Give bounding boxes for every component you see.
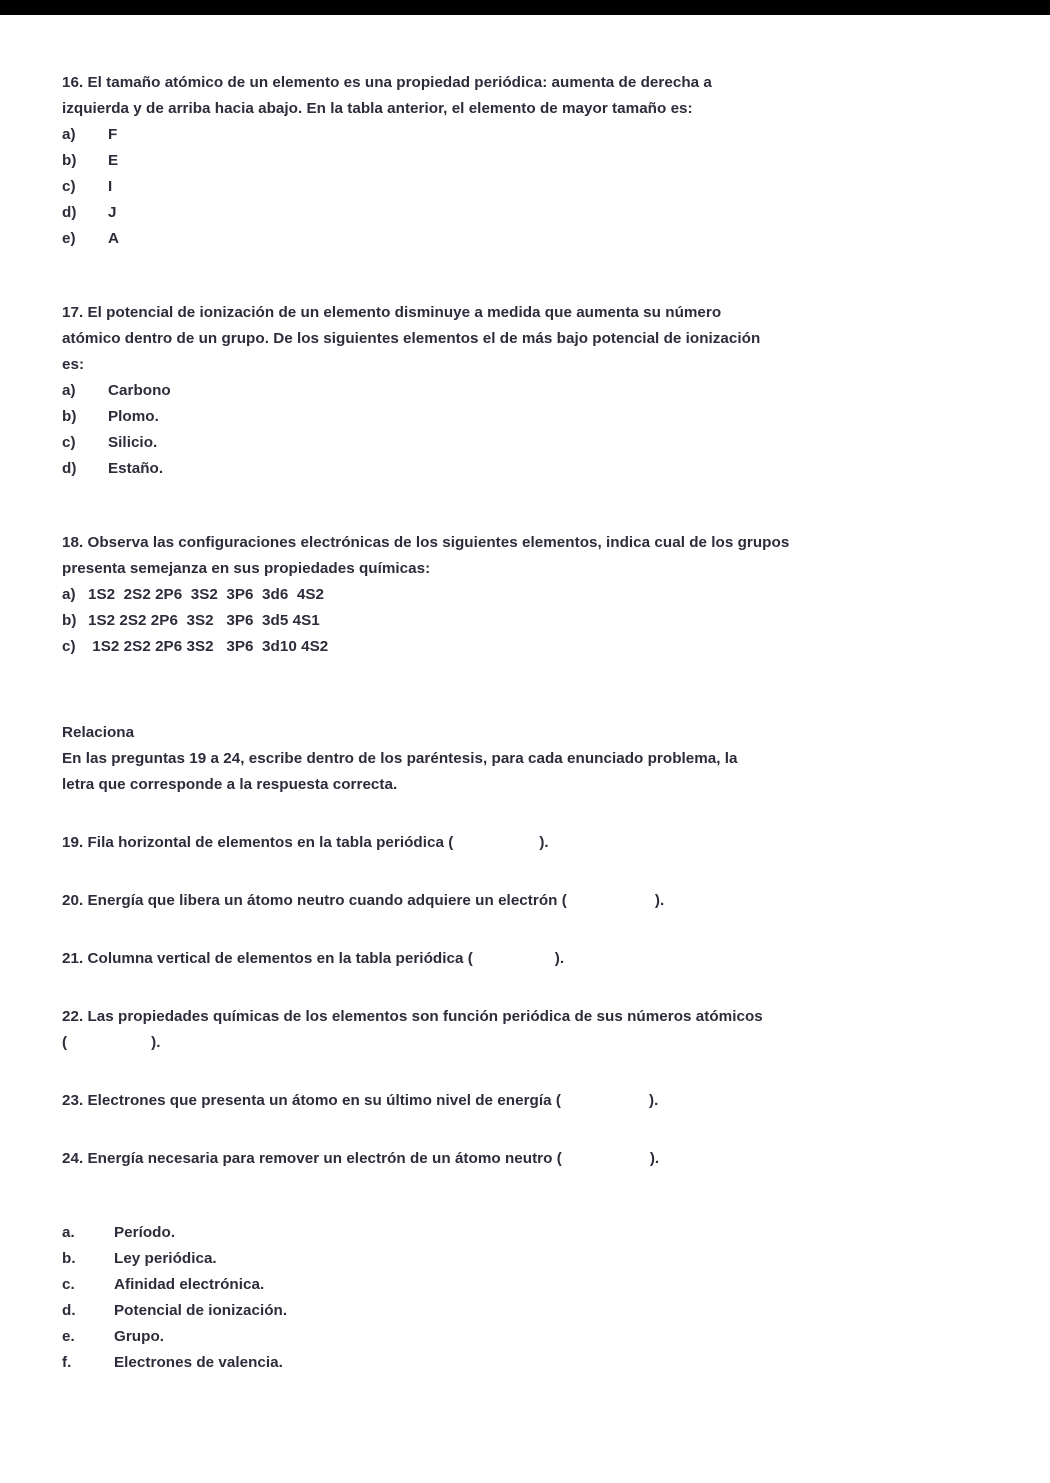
option-letter: c) [62, 178, 76, 195]
item-22-text: 22. Las propiedades químicas de los elementos son función periódica de sus números atómicos [62, 1008, 763, 1025]
option-letter: b) [62, 152, 77, 169]
question-16-option-d[interactable] [62, 200, 980, 226]
spacer [62, 482, 980, 530]
item-19-text: 19. Fila horizontal de elementos en la tabla periódica ( [62, 834, 454, 851]
option-text: Carbono [108, 382, 171, 399]
item-23-close-paren: ). [648, 1092, 659, 1109]
question-17-option-c[interactable] [62, 430, 980, 456]
question-17-option-d[interactable] [62, 456, 980, 482]
item-22-open-paren: ( [62, 1034, 68, 1051]
question-18-option-c[interactable] [62, 634, 980, 660]
question-16-option-e[interactable] [62, 226, 980, 252]
matching-instruction-line-1: En las preguntas 19 a 24, escribe dentro de los paréntesis, para cada enunciado problema, la [62, 750, 738, 767]
question-18-stem-line-1: 18. Observa las configuraciones electrónicas de los siguientes elementos, indica cual de los grupos [62, 534, 790, 551]
option-text: J [108, 204, 117, 221]
spacer [62, 856, 980, 888]
answer-text: Potencial de ionización. [114, 1302, 288, 1319]
answer-bank-item-b[interactable] [62, 1246, 980, 1272]
option-letter: b) [62, 612, 77, 629]
question-17-stem-line-3: es: [62, 356, 85, 373]
spacer [62, 660, 980, 720]
question-18-option-a[interactable] [62, 582, 980, 608]
option-text: F [108, 126, 118, 143]
question-18-option-b[interactable] [62, 608, 980, 634]
matching-heading: Relaciona [62, 724, 135, 741]
electron-configuration-c: 1S2 2S2 2P6 3S2 3P6 3d10 4S2 [88, 638, 329, 655]
matching-item-24[interactable] [62, 1146, 980, 1172]
option-letter: d) [62, 460, 77, 477]
option-letter: a) [62, 382, 76, 399]
option-text: A [108, 230, 120, 247]
option-text: Silicio. [108, 434, 158, 451]
question-17-stem-line-1: 17. El potencial de ionización de un elemento disminuye a medida que aumenta su número [62, 304, 722, 321]
answer-text: Período. [114, 1224, 176, 1241]
option-letter: a) [62, 586, 76, 603]
spacer [62, 914, 980, 946]
answer-letter: b. [62, 1250, 76, 1267]
matching-instruction-line-2: letra que corresponde a la respuesta correcta. [62, 776, 398, 793]
answer-text: Electrones de valencia. [114, 1354, 283, 1371]
matching-item-19[interactable] [62, 830, 980, 856]
answer-letter: f. [62, 1354, 72, 1371]
question-16-stem-line-2: izquierda y de arriba hacia abajo. En la tabla anterior, el elemento de mayor tamaño es: [62, 100, 693, 117]
question-17-stem-line-2: atómico dentro de un grupo. De los siguientes elementos el de más bajo potencial de ionización [62, 330, 761, 347]
matching-item-22[interactable] [62, 1004, 980, 1030]
item-23-text: 23. Electrones que presenta un átomo en su último nivel de energía ( [62, 1092, 561, 1109]
option-text: I [108, 178, 113, 195]
matching-item-23[interactable] [62, 1088, 980, 1114]
option-letter: c) [62, 638, 76, 655]
answer-bank [62, 1220, 980, 1376]
scan-top-border [0, 0, 1050, 15]
question-18 [62, 530, 980, 660]
option-letter: d) [62, 204, 77, 221]
matching-item-20[interactable] [62, 888, 980, 914]
item-21-close-paren: ). [554, 950, 565, 967]
option-text: Estaño. [108, 460, 164, 477]
item-20-close-paren: ). [654, 892, 665, 909]
answer-text: Ley periódica. [114, 1250, 217, 1267]
answer-bank-item-d[interactable] [62, 1298, 980, 1324]
spacer [62, 1172, 980, 1220]
matching-item-22-continuation[interactable] [62, 1030, 980, 1056]
question-17-option-a[interactable] [62, 378, 980, 404]
answer-letter: a. [62, 1224, 75, 1241]
question-17 [62, 300, 980, 482]
item-24-close-paren: ). [649, 1150, 660, 1167]
item-19-close-paren: ). [539, 834, 549, 851]
question-16-option-b[interactable] [62, 148, 980, 174]
matching-item-21[interactable] [62, 946, 980, 972]
spacer [62, 972, 980, 1004]
document-page [0, 15, 1050, 1483]
answer-bank-item-f[interactable] [62, 1350, 980, 1376]
question-18-stem-line-2: presenta semejanza en sus propiedades químicas: [62, 560, 431, 577]
option-text: E [108, 152, 119, 169]
electron-configuration-b: 1S2 2S2 2P6 3S2 3P6 3d5 4S1 [88, 612, 320, 629]
question-16-option-a[interactable] [62, 122, 980, 148]
item-21-text: 21. Columna vertical de elementos en la tabla periódica ( [62, 950, 473, 967]
spacer [62, 1114, 980, 1146]
item-20-text: 20. Energía que libera un átomo neutro cuando adquiere un electrón ( [62, 892, 567, 909]
document-body [62, 70, 980, 1376]
item-24-text: 24. Energía necesaria para remover un electrón de un átomo neutro ( [62, 1150, 562, 1167]
answer-text: Afinidad electrónica. [114, 1276, 265, 1293]
option-letter: e) [62, 230, 76, 247]
question-16 [62, 70, 980, 252]
question-16-option-c[interactable] [62, 174, 980, 200]
option-letter: a) [62, 126, 76, 143]
spacer [62, 252, 980, 300]
answer-letter: d. [62, 1302, 76, 1319]
option-text: Plomo. [108, 408, 159, 425]
matching-section [62, 720, 980, 1172]
answer-text: Grupo. [114, 1328, 165, 1345]
answer-bank-item-c[interactable] [62, 1272, 980, 1298]
answer-letter: e. [62, 1328, 75, 1345]
item-22-close-paren: ). [151, 1034, 161, 1051]
answer-bank-item-a[interactable] [62, 1220, 980, 1246]
option-letter: b) [62, 408, 77, 425]
option-letter: c) [62, 434, 76, 451]
electron-configuration-a: 1S2 2S2 2P6 3S2 3P6 3d6 4S2 [88, 586, 325, 603]
question-16-stem-line-1: 16. El tamaño atómico de un elemento es una propiedad periódica: aumenta de derecha a [62, 74, 712, 91]
spacer [62, 1056, 980, 1088]
answer-letter: c. [62, 1276, 75, 1293]
question-17-option-b[interactable] [62, 404, 980, 430]
spacer [62, 798, 980, 830]
answer-bank-item-e[interactable] [62, 1324, 980, 1350]
